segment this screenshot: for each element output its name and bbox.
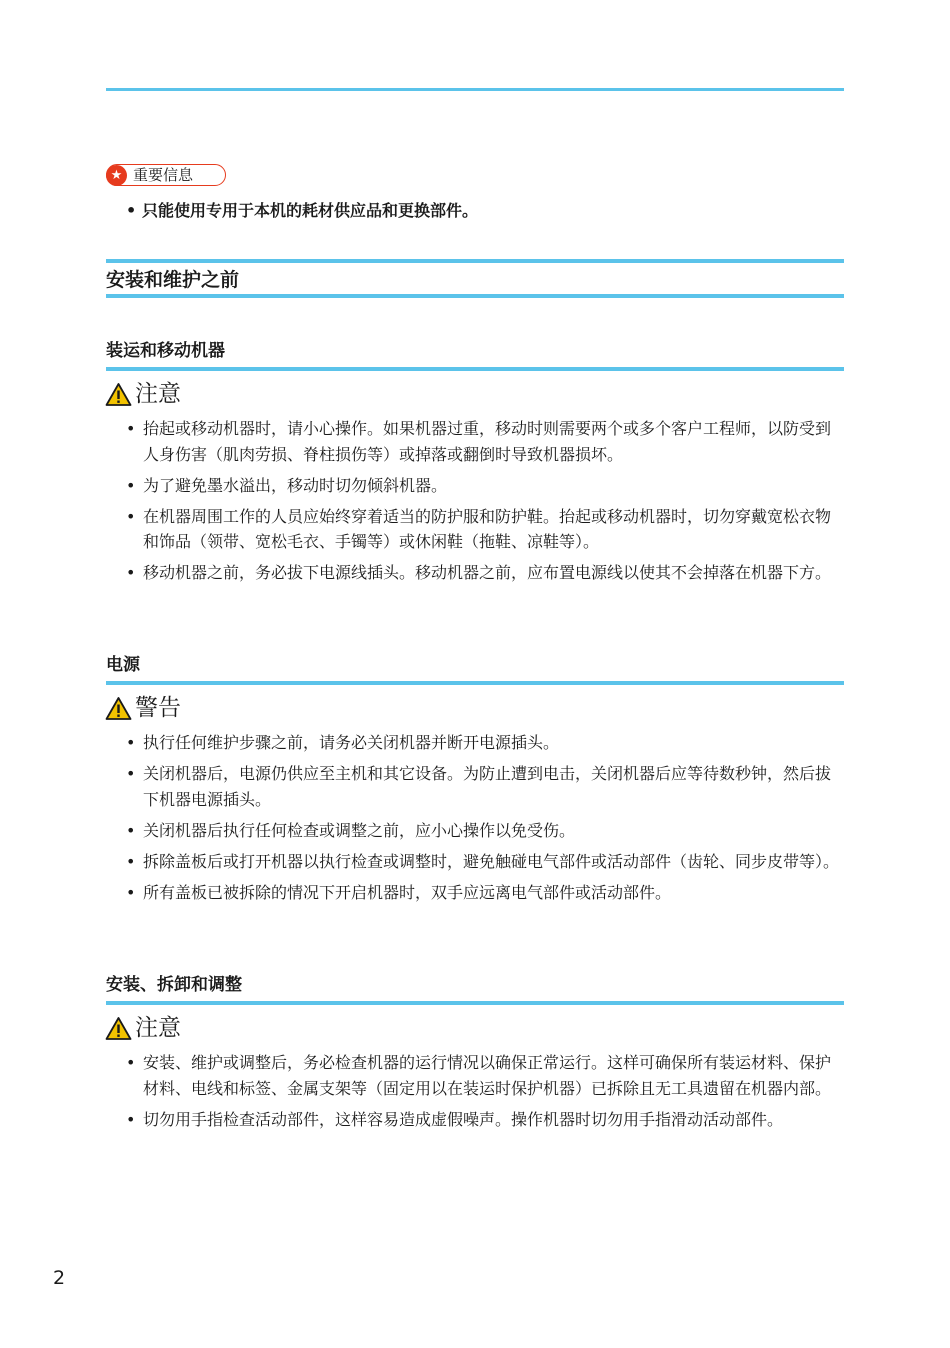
- warning-triangle-icon: [105, 696, 132, 721]
- warning-label: 警告: [135, 695, 181, 721]
- warning-heading: [105, 693, 181, 723]
- list-item: • 关闭机器后，电源仍供应至主机和其它设备。为防止遭到电击，关闭机器后应等待数秒钟，然后拔下机器电源插头。: [126, 761, 844, 812]
- subsection-rule: [106, 367, 844, 371]
- list-item: • 关闭机器后执行任何检查或调整之前，应小心操作以免受伤。: [126, 818, 844, 844]
- section-title: 安装和维护之前: [106, 269, 240, 291]
- caution-list: [126, 416, 844, 591]
- warning-triangle-icon: [105, 382, 132, 407]
- list-item: • 执行任何维护步骤之前，请务必关闭机器并断开电源插头。: [126, 730, 844, 756]
- caution-list: [126, 1050, 844, 1138]
- list-item: • 在机器周围工作的人员应始终穿着适当的防护服和防护鞋。抬起或移动机器时，切勿穿戴宽松衣物和饰品（领带、宽松毛衣、手镯等）或休闲鞋（拖鞋、凉鞋等）。: [126, 504, 844, 555]
- important-info-label: 重要信息: [133, 165, 194, 184]
- important-info-badge: [106, 164, 226, 186]
- star-icon: ★: [106, 165, 127, 186]
- section-header: [106, 259, 844, 298]
- list-item: • 移动机器之前，务必拔下电源线插头。移动机器之前，应布置电源线以使其不会掉落在机器下方。: [126, 560, 844, 586]
- list-item: • 拆除盖板后或打开机器以执行检查或调整时，避免触碰电气部件或活动部件（齿轮、同步皮带等）。: [126, 849, 844, 875]
- top-rule: [106, 88, 844, 91]
- list-item: • 安装、维护或调整后，务必检查机器的运行情况以确保正常运行。这样可确保所有装运材料、保护材料、电线和标签、金属支架等（固定用以在装运时保护机器）已拆除且无工具遗留在机器内部。: [126, 1050, 844, 1101]
- list-item: • 抬起或移动机器时，请小心操作。如果机器过重，移动时则需要两个或多个客户工程师，以防受到人身伤害（肌肉劳损、脊柱损伤等）或掉落或翻倒时导致机器损坏。: [126, 416, 844, 467]
- page-number: 2: [53, 1267, 66, 1289]
- caution-heading: [105, 1013, 181, 1043]
- caution-label: 注意: [135, 1015, 181, 1041]
- subsection-rule: [106, 681, 844, 685]
- caution-label: 注意: [135, 381, 181, 407]
- subsection-title: 安装、拆卸和调整: [106, 975, 242, 995]
- subsection-title: 装运和移动机器: [106, 341, 225, 361]
- caution-heading: [105, 379, 181, 409]
- subsection-rule: [106, 1001, 844, 1005]
- list-item: • 为了避免墨水溢出，移动时切勿倾斜机器。: [126, 473, 844, 499]
- list-item: • 切勿用手指检查活动部件，这样容易造成虚假噪声。操作机器时切勿用手指滑动活动部件。: [126, 1107, 844, 1133]
- list-item: • 所有盖板已被拆除的情况下开启机器时，双手应远离电气部件或活动部件。: [126, 880, 844, 906]
- important-note-text: 只能使用专用于本机的耗材供应品和更换部件。: [142, 201, 479, 220]
- subsection-title: 电源: [106, 655, 140, 675]
- warning-triangle-icon: [105, 1016, 132, 1041]
- warning-list: [126, 730, 844, 911]
